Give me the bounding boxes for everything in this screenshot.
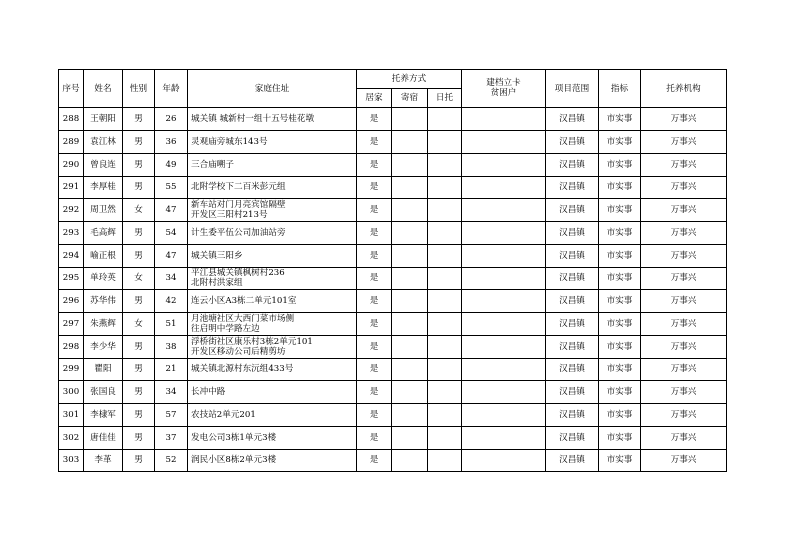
- cell-board: [392, 335, 428, 358]
- cell-indicator: 市实事: [599, 222, 641, 245]
- cell-home: 是: [357, 108, 392, 131]
- table-row: [59, 426, 727, 449]
- cell-poor: [462, 176, 546, 199]
- cell-address: [188, 131, 357, 154]
- address-line: 往启明中学路左边: [191, 323, 260, 334]
- cell-agency: 万事兴: [641, 199, 727, 222]
- col-care-mode-header: 托养方式: [357, 70, 462, 89]
- cell-seq: 299: [59, 358, 84, 381]
- table-row: [59, 244, 727, 267]
- cell-name: 单玲英: [84, 267, 123, 290]
- cell-gender: 男: [123, 335, 155, 358]
- cell-name: 喻正根: [84, 244, 123, 267]
- cell-name: 王朝阳: [84, 108, 123, 131]
- cell-gender: 男: [123, 108, 155, 131]
- cell-name: 苏华伟: [84, 290, 123, 313]
- cell-indicator: 市实事: [599, 244, 641, 267]
- cell-poor: [462, 153, 546, 176]
- cell-home: 是: [357, 176, 392, 199]
- cell-indicator: 市实事: [599, 381, 641, 404]
- col-age-header: 年龄: [155, 70, 188, 108]
- table-body: [59, 108, 727, 472]
- cell-indicator: 市实事: [599, 108, 641, 131]
- cell-agency: 万事兴: [641, 290, 727, 313]
- col-poor-header: 建档立卡 贫困户: [462, 70, 546, 108]
- cell-scope: 汉昌镇: [546, 313, 599, 336]
- cell-indicator: 市实事: [599, 199, 641, 222]
- cell-poor: [462, 290, 546, 313]
- cell-agency: 万事兴: [641, 222, 727, 245]
- cell-age: 51: [155, 313, 188, 336]
- cell-indicator: 市实事: [599, 404, 641, 427]
- cell-age: 26: [155, 108, 188, 131]
- address-line: 开发区移动公司后精剪坊: [191, 346, 286, 357]
- cell-seq: 297: [59, 313, 84, 336]
- cell-seq: 295: [59, 267, 84, 290]
- cell-address: [188, 108, 357, 131]
- cell-agency: 万事兴: [641, 358, 727, 381]
- cell-address: [188, 381, 357, 404]
- cell-scope: 汉昌镇: [546, 176, 599, 199]
- cell-home: 是: [357, 313, 392, 336]
- cell-home: 是: [357, 404, 392, 427]
- cell-address: [188, 313, 357, 336]
- cell-agency: 万事兴: [641, 244, 727, 267]
- cell-day: [428, 153, 462, 176]
- cell-poor: [462, 313, 546, 336]
- cell-gender: 女: [123, 313, 155, 336]
- cell-poor: [462, 381, 546, 404]
- cell-age: 47: [155, 199, 188, 222]
- address-line: 北附学校下二百米彭元组: [191, 182, 286, 193]
- cell-board: [392, 358, 428, 381]
- cell-home: 是: [357, 358, 392, 381]
- cell-seq: 294: [59, 244, 84, 267]
- table-row: [59, 199, 727, 222]
- cell-seq: 301: [59, 404, 84, 427]
- cell-day: [428, 290, 462, 313]
- cell-scope: 汉昌镇: [546, 426, 599, 449]
- cell-poor: [462, 199, 546, 222]
- table-row: [59, 176, 727, 199]
- cell-indicator: 市实事: [599, 313, 641, 336]
- cell-gender: 男: [123, 426, 155, 449]
- cell-poor: [462, 267, 546, 290]
- cell-agency: 万事兴: [641, 404, 727, 427]
- cell-board: [392, 222, 428, 245]
- address-line: 三合庙嗍子: [191, 159, 234, 170]
- cell-address: [188, 335, 357, 358]
- cell-poor: [462, 222, 546, 245]
- cell-name: 曾良连: [84, 153, 123, 176]
- address-line: 城关镇北源村东沅组433号: [191, 364, 294, 375]
- cell-agency: 万事兴: [641, 176, 727, 199]
- address-line: 灵观庙旁城东143号: [191, 136, 268, 147]
- cell-seq: 288: [59, 108, 84, 131]
- col-agency-header: 托养机构: [641, 70, 727, 108]
- cell-scope: 汉昌镇: [546, 108, 599, 131]
- cell-scope: 汉昌镇: [546, 335, 599, 358]
- cell-home: 是: [357, 153, 392, 176]
- cell-gender: 女: [123, 267, 155, 290]
- cell-gender: 男: [123, 290, 155, 313]
- cell-day: [428, 449, 462, 472]
- cell-age: 36: [155, 131, 188, 154]
- cell-address: [188, 244, 357, 267]
- col-indicator-header: 指标: [599, 70, 641, 108]
- cell-age: 37: [155, 426, 188, 449]
- address-line: 发电公司3栋1单元3楼: [191, 432, 277, 443]
- cell-board: [392, 153, 428, 176]
- cell-poor: [462, 404, 546, 427]
- cell-home: 是: [357, 449, 392, 472]
- cell-scope: 汉昌镇: [546, 222, 599, 245]
- cell-name: 张国良: [84, 381, 123, 404]
- cell-gender: 男: [123, 131, 155, 154]
- cell-board: [392, 244, 428, 267]
- cell-day: [428, 222, 462, 245]
- cell-agency: 万事兴: [641, 313, 727, 336]
- cell-agency: 万事兴: [641, 335, 727, 358]
- col-gender-header: 性别: [123, 70, 155, 108]
- cell-gender: 男: [123, 153, 155, 176]
- cell-agency: 万事兴: [641, 153, 727, 176]
- cell-indicator: 市实事: [599, 426, 641, 449]
- cell-name: 李少华: [84, 335, 123, 358]
- cell-age: 21: [155, 358, 188, 381]
- cell-day: [428, 267, 462, 290]
- cell-address: [188, 153, 357, 176]
- cell-poor: [462, 426, 546, 449]
- cell-day: [428, 335, 462, 358]
- cell-home: 是: [357, 290, 392, 313]
- cell-scope: 汉昌镇: [546, 404, 599, 427]
- cell-name: 李革: [84, 449, 123, 472]
- cell-day: [428, 131, 462, 154]
- cell-poor: [462, 449, 546, 472]
- cell-home: 是: [357, 426, 392, 449]
- address-line: 长冲中路: [191, 387, 226, 397]
- table-header: [59, 70, 727, 108]
- table-row: [59, 404, 727, 427]
- cell-agency: 万事兴: [641, 108, 727, 131]
- cell-agency: 万事兴: [641, 131, 727, 154]
- cell-board: [392, 131, 428, 154]
- address-line: 计生委平伍公司加油站旁: [191, 227, 286, 238]
- cell-indicator: 市实事: [599, 153, 641, 176]
- cell-day: [428, 381, 462, 404]
- cell-seq: 289: [59, 131, 84, 154]
- cell-home: 是: [357, 222, 392, 245]
- cell-name: 唐佳佳: [84, 426, 123, 449]
- table-row: [59, 358, 727, 381]
- cell-gender: 男: [123, 358, 155, 381]
- cell-name: 李棣军: [84, 404, 123, 427]
- cell-indicator: 市实事: [599, 335, 641, 358]
- cell-seq: 292: [59, 199, 84, 222]
- cell-indicator: 市实事: [599, 176, 641, 199]
- cell-board: [392, 449, 428, 472]
- cell-indicator: 市实事: [599, 358, 641, 381]
- cell-board: [392, 267, 428, 290]
- cell-poor: [462, 244, 546, 267]
- cell-gender: 男: [123, 381, 155, 404]
- cell-age: 38: [155, 335, 188, 358]
- cell-gender: 女: [123, 199, 155, 222]
- col-care-home-header: 居家: [357, 89, 392, 108]
- cell-scope: 汉昌镇: [546, 267, 599, 290]
- cell-day: [428, 108, 462, 131]
- cell-board: [392, 108, 428, 131]
- cell-board: [392, 176, 428, 199]
- cell-address: [188, 404, 357, 427]
- table-row: [59, 108, 727, 131]
- cell-indicator: 市实事: [599, 131, 641, 154]
- cell-scope: 汉昌镇: [546, 290, 599, 313]
- table-row: [59, 153, 727, 176]
- cell-day: [428, 426, 462, 449]
- table-row: [59, 313, 727, 336]
- cell-board: [392, 381, 428, 404]
- table-row: [59, 335, 727, 358]
- cell-agency: 万事兴: [641, 449, 727, 472]
- cell-address: [188, 176, 357, 199]
- cell-gender: 男: [123, 244, 155, 267]
- table-row: [59, 131, 727, 154]
- cell-gender: 男: [123, 176, 155, 199]
- cell-scope: 汉昌镇: [546, 199, 599, 222]
- cell-day: [428, 313, 462, 336]
- cell-seq: 300: [59, 381, 84, 404]
- cell-address: [188, 267, 357, 290]
- col-scope-header: 项目范围: [546, 70, 599, 108]
- cell-indicator: 市实事: [599, 290, 641, 313]
- cell-day: [428, 358, 462, 381]
- cell-indicator: 市实事: [599, 267, 641, 290]
- col-care-board-header: 寄宿: [392, 89, 428, 108]
- table-row: [59, 290, 727, 313]
- address-line: 北附村洪家组: [191, 278, 243, 289]
- cell-agency: 万事兴: [641, 267, 727, 290]
- address-line: 浮桥街社区康乐村3栋2单元101: [191, 336, 313, 347]
- cell-home: 是: [357, 267, 392, 290]
- cell-seq: 296: [59, 290, 84, 313]
- cell-name: 袁江林: [84, 131, 123, 154]
- cell-day: [428, 404, 462, 427]
- cell-gender: 男: [123, 222, 155, 245]
- address-line: 平江县城关镇枫树村236: [191, 268, 285, 279]
- cell-poor: [462, 131, 546, 154]
- cell-agency: 万事兴: [641, 426, 727, 449]
- cell-home: 是: [357, 131, 392, 154]
- cell-seq: 290: [59, 153, 84, 176]
- cell-board: [392, 313, 428, 336]
- cell-scope: 汉昌镇: [546, 131, 599, 154]
- cell-age: 47: [155, 244, 188, 267]
- cell-age: 49: [155, 153, 188, 176]
- col-address-header: 家庭住址: [188, 70, 357, 108]
- address-line: 润民小区8栋2单元3楼: [191, 455, 277, 466]
- cell-address: [188, 222, 357, 245]
- cell-board: [392, 404, 428, 427]
- cell-address: [188, 358, 357, 381]
- cell-seq: 302: [59, 426, 84, 449]
- cell-seq: 291: [59, 176, 84, 199]
- cell-address: [188, 199, 357, 222]
- address-line: 开发区三阳村213号: [191, 210, 268, 220]
- cell-scope: 汉昌镇: [546, 153, 599, 176]
- address-line: 城关镇 城新村一组十五号桂花墩: [191, 114, 315, 124]
- cell-board: [392, 199, 428, 222]
- cell-age: 34: [155, 267, 188, 290]
- cell-address: [188, 449, 357, 472]
- cell-scope: 汉昌镇: [546, 358, 599, 381]
- cell-poor: [462, 108, 546, 131]
- address-line: 农技站2单元201: [191, 409, 256, 420]
- cell-address: [188, 426, 357, 449]
- cell-scope: 汉昌镇: [546, 244, 599, 267]
- cell-name: 周卫然: [84, 199, 123, 222]
- table-row: [59, 222, 727, 245]
- cell-poor: [462, 358, 546, 381]
- address-line: 月池塘社区大西门菜市场侧: [191, 313, 295, 324]
- cell-home: 是: [357, 335, 392, 358]
- cell-gender: 男: [123, 404, 155, 427]
- cell-home: 是: [357, 199, 392, 222]
- cell-name: 瞿阳: [84, 358, 123, 381]
- cell-day: [428, 244, 462, 267]
- cell-age: 42: [155, 290, 188, 313]
- table-row: [59, 381, 727, 404]
- table-row: [59, 449, 727, 472]
- cell-day: [428, 199, 462, 222]
- cell-age: 54: [155, 222, 188, 245]
- cell-board: [392, 290, 428, 313]
- cell-age: 55: [155, 176, 188, 199]
- cell-day: [428, 176, 462, 199]
- cell-poor: [462, 335, 546, 358]
- address-line: 城关镇三阳乡: [191, 250, 243, 261]
- address-line: 新车站对门月亮宾馆隔壁: [191, 200, 286, 210]
- care-roster-table: [58, 69, 727, 472]
- cell-name: 毛高辉: [84, 222, 123, 245]
- cell-seq: 303: [59, 449, 84, 472]
- cell-address: [188, 290, 357, 313]
- cell-name: 李厚桂: [84, 176, 123, 199]
- cell-home: 是: [357, 244, 392, 267]
- cell-scope: 汉昌镇: [546, 449, 599, 472]
- cell-name: 朱燕辉: [84, 313, 123, 336]
- cell-board: [392, 426, 428, 449]
- address-line: 连云小区A3栋二单元101室: [191, 296, 297, 306]
- col-care-day-header: 日托: [428, 89, 462, 108]
- cell-seq: 298: [59, 335, 84, 358]
- cell-agency: 万事兴: [641, 381, 727, 404]
- cell-home: 是: [357, 381, 392, 404]
- col-seq-header: 序号: [59, 70, 84, 108]
- cell-age: 34: [155, 381, 188, 404]
- cell-seq: 293: [59, 222, 84, 245]
- cell-scope: 汉昌镇: [546, 381, 599, 404]
- col-name-header: 姓名: [84, 70, 123, 108]
- cell-age: 52: [155, 449, 188, 472]
- cell-age: 57: [155, 404, 188, 427]
- table-row: [59, 267, 727, 290]
- cell-gender: 男: [123, 449, 155, 472]
- cell-indicator: 市实事: [599, 449, 641, 472]
